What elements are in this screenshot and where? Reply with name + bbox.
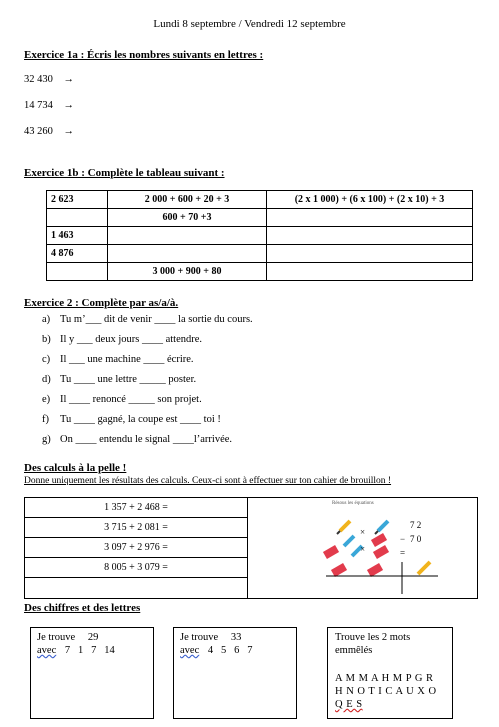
ex1a-item	[24, 74, 74, 85]
calc-row[interactable]: 3 715 + 2 081 =	[25, 518, 247, 538]
target-number: 33	[230, 632, 242, 643]
date-header: Lundi 8 septembre / Vendredi 12 septembre	[153, 18, 346, 30]
table-cell[interactable]	[267, 245, 473, 263]
item-letter: g)	[42, 434, 51, 445]
list-item	[42, 330, 253, 350]
arrow-icon: →	[63, 100, 74, 111]
table-cell[interactable]: (2 x 1 000) + (6 x 100) + (2 x 10) + 3	[267, 191, 473, 209]
trouve-line	[180, 632, 241, 643]
calc-row[interactable]: 1 357 + 2 468 =	[25, 498, 247, 518]
list-item	[42, 390, 253, 410]
pencil-icon	[337, 521, 350, 534]
list-item	[42, 410, 253, 430]
pencil-icon	[375, 521, 388, 534]
op-sign: =	[400, 548, 406, 558]
calculs-box	[24, 497, 478, 599]
eraser-icon	[323, 545, 339, 559]
op-sign: ×	[360, 544, 366, 554]
item-letter: f)	[42, 414, 49, 425]
item-letter: a)	[42, 314, 51, 325]
table-row	[47, 227, 473, 245]
calculs-instruction: Donne uniquement les résultats des calculs. Ceux-ci sont à effectuer sur ton cahier de brouillon !	[24, 476, 392, 486]
puzzle-number: 7 0	[410, 534, 422, 544]
calc-row[interactable]: 8 005 + 3 079 =	[25, 558, 247, 578]
table-cell[interactable]: 4 876	[47, 245, 108, 263]
table-cell[interactable]	[47, 263, 108, 281]
ex1a-item	[24, 100, 74, 111]
table-cell[interactable]: 2 623	[47, 191, 108, 209]
ex1a-title: Exercice 1a : Écris les nombres suivants en lettres :	[24, 49, 264, 61]
item-text: Tu ____ gagné, la coupe est ____ toi !	[60, 414, 221, 425]
eraser-icon	[331, 563, 347, 577]
table-cell[interactable]: 2 000 + 600 + 20 + 3	[108, 191, 267, 209]
table-cell[interactable]	[47, 209, 108, 227]
table-cell[interactable]	[108, 245, 267, 263]
item-text: Il y ___ deux jours ____ attendre.	[60, 334, 203, 345]
arrow-icon: →	[63, 74, 74, 85]
numbers: 4 5 6 7	[207, 645, 253, 656]
puzzle-box-1	[30, 627, 154, 719]
box3-title: Trouve les 2 mots	[335, 632, 411, 643]
avec-line	[37, 645, 115, 656]
eraser-icon	[371, 533, 387, 547]
calc-row[interactable]: 3 097 + 2 976 =	[25, 538, 247, 558]
trouve-line	[37, 632, 98, 643]
ex2-list	[42, 310, 253, 450]
eraser-icon	[373, 545, 389, 559]
target-number: 29	[87, 632, 99, 643]
calculs-list	[25, 498, 248, 598]
chiffres-title: Des chiffres et des lettres	[24, 602, 141, 614]
list-item	[42, 370, 253, 390]
ex2-title: Exercice 2 : Complète par as/a/à.	[24, 297, 179, 309]
table-cell[interactable]	[108, 227, 267, 245]
box3-title2: emmêlés	[335, 645, 373, 656]
table-cell[interactable]	[267, 263, 473, 281]
item-text: Tu m’___ dit de venir ____ la sortie du cours.	[60, 314, 253, 325]
table-cell[interactable]	[267, 209, 473, 227]
table-cell[interactable]: 1 463	[47, 227, 108, 245]
puzzle-image	[248, 498, 477, 598]
letters-line: H N O T I C A U X O	[335, 686, 437, 697]
item-letter: e)	[42, 394, 51, 405]
avec-label: avec	[180, 645, 200, 656]
avec-line	[180, 645, 252, 656]
list-item	[42, 430, 253, 450]
table-row	[47, 245, 473, 263]
item-text: Il ___ une machine ____ écrire.	[60, 354, 194, 365]
arrow-icon: →	[63, 126, 74, 137]
number: 14 734	[24, 100, 53, 111]
puzzle-number: 7 2	[410, 520, 422, 530]
item-letter: d)	[42, 374, 51, 385]
table-cell[interactable]: 3 000 + 900 + 80	[108, 263, 267, 281]
item-text: Tu ____ une lettre _____ poster.	[60, 374, 197, 385]
op-sign: −	[400, 534, 406, 544]
table-cell[interactable]: 600 + 70 +3	[108, 209, 267, 227]
list-item	[42, 310, 253, 330]
puzzle-box-2	[173, 627, 297, 719]
item-text: On ____ entendu le signal ____l’arrivée.	[60, 434, 233, 445]
letters-line: Q E S	[335, 699, 363, 710]
letters-line: A M M A H M P G R	[335, 673, 434, 684]
table-row	[47, 209, 473, 227]
item-letter: c)	[42, 354, 51, 365]
avec-label: avec	[37, 645, 57, 656]
item-letter: b)	[42, 334, 51, 345]
trouve-label: Je trouve	[180, 632, 219, 643]
eraser-icon	[367, 563, 383, 577]
ex1a-item	[24, 126, 74, 137]
table-row	[47, 263, 473, 281]
list-item	[42, 350, 253, 370]
pencil-icon	[418, 562, 430, 574]
number: 32 430	[24, 74, 53, 85]
table-row	[47, 191, 473, 209]
ex1b-title: Exercice 1b : Complète le tableau suivant :	[24, 167, 225, 179]
number: 43 260	[24, 126, 53, 137]
op-sign: ×	[360, 527, 366, 537]
pencil-icon	[344, 536, 354, 546]
decomposition-table	[46, 190, 473, 281]
table-cell[interactable]	[267, 227, 473, 245]
item-text: Il ____ renoncé _____ son projet.	[60, 394, 202, 405]
numbers: 7 1 7 14	[64, 645, 115, 656]
puzzle-caption: Résous les équations	[332, 501, 374, 506]
trouve-label: Je trouve	[37, 632, 76, 643]
calculs-title: Des calculs à la pelle !	[24, 462, 127, 474]
puzzle-box-3	[327, 627, 453, 719]
